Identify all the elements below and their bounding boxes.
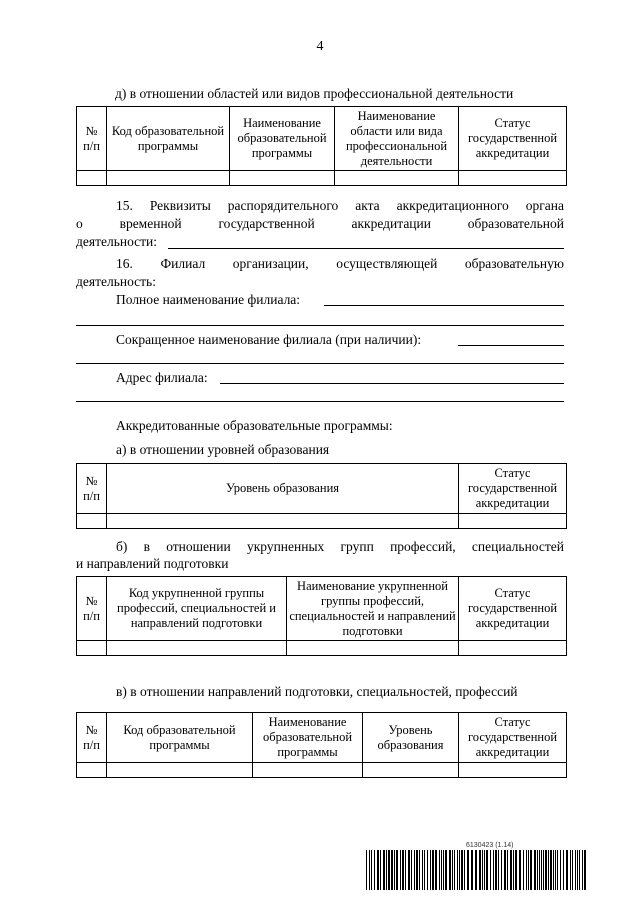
item-15-line1: 15. Реквизиты распорядительного акта аккредитационного органа (116, 198, 564, 213)
col-header-group-code: Код укрупненной группы профессий, специальностей и направлений подготовки (107, 577, 287, 641)
address-fill-line[interactable] (220, 383, 564, 384)
item-16-line1: 16. Филиал организации, осуществляющей образовательную (116, 256, 564, 271)
table-section-b (76, 576, 567, 656)
barcode-bars (366, 850, 588, 890)
address-label: Адрес филиала: (116, 370, 208, 385)
table-section-v (76, 712, 567, 778)
item-15-line2: о временной государственной аккредитации образовательной (76, 216, 564, 231)
short-name-fill-line-2[interactable] (76, 363, 564, 364)
page-number: 4 (316, 39, 324, 54)
full-name-fill-line[interactable] (324, 305, 564, 306)
col-header-activity-area: Наименование области или вида профессиональной деятельности (335, 107, 459, 171)
section-a-heading: а) в отношении уровней образования (116, 442, 330, 457)
short-name-label: Сокращенное наименование филиала (при наличии): (116, 332, 422, 347)
col-header-education-level: Уровень образования (363, 713, 459, 763)
col-header-program-code: Код образовательной программы (107, 713, 253, 763)
col-header-number: № п/п (77, 464, 107, 514)
section-b-heading-line2: и направлений подготовки (76, 556, 229, 571)
barcode (366, 842, 588, 892)
section-v-heading: в) в отношении направлений подготовки, специальностей, профессий (116, 684, 518, 699)
col-header-accreditation-status: Статус государственной аккредитации (459, 577, 567, 641)
col-header-program-name: Наименование образовательной программы (230, 107, 335, 171)
table-section-d (76, 106, 567, 186)
section-b-heading-line1: б) в отношении укрупненных групп профессий, специальностей (116, 539, 564, 554)
col-header-program-name: Наименование образовательной программы (253, 713, 363, 763)
col-header-number: № п/п (77, 107, 107, 171)
col-header-program-code: Код образовательной программы (107, 107, 230, 171)
full-name-label: Полное наименование филиала: (116, 292, 301, 307)
col-header-group-name: Наименование укрупненной группы профессий, специальностей и направлений подготовки (287, 577, 459, 641)
col-header-accreditation-status: Статус государственной аккредитации (459, 464, 567, 514)
col-header-number: № п/п (77, 577, 107, 641)
address-fill-line-2[interactable] (76, 401, 564, 402)
table-section-a (76, 463, 567, 529)
short-name-fill-line[interactable] (458, 345, 564, 346)
col-header-accreditation-status: Статус государственной аккредитации (459, 107, 567, 171)
col-header-accreditation-status: Статус государственной аккредитации (459, 713, 567, 763)
col-header-number: № п/п (77, 713, 107, 763)
accredited-programs-heading: Аккредитованные образовательные программы: (116, 418, 393, 433)
section-d-heading: д) в отношении областей или видов профессиональной деятельности (115, 86, 514, 101)
item-15-fill-line[interactable] (168, 248, 564, 249)
barcode-number: 6130423 (1.14) (466, 842, 514, 849)
item-15-line3: деятельности: (76, 234, 158, 249)
item-16-line2: деятельность: (76, 274, 156, 289)
full-name-fill-line-2[interactable] (76, 325, 564, 326)
col-header-education-level: Уровень образования (107, 464, 459, 514)
